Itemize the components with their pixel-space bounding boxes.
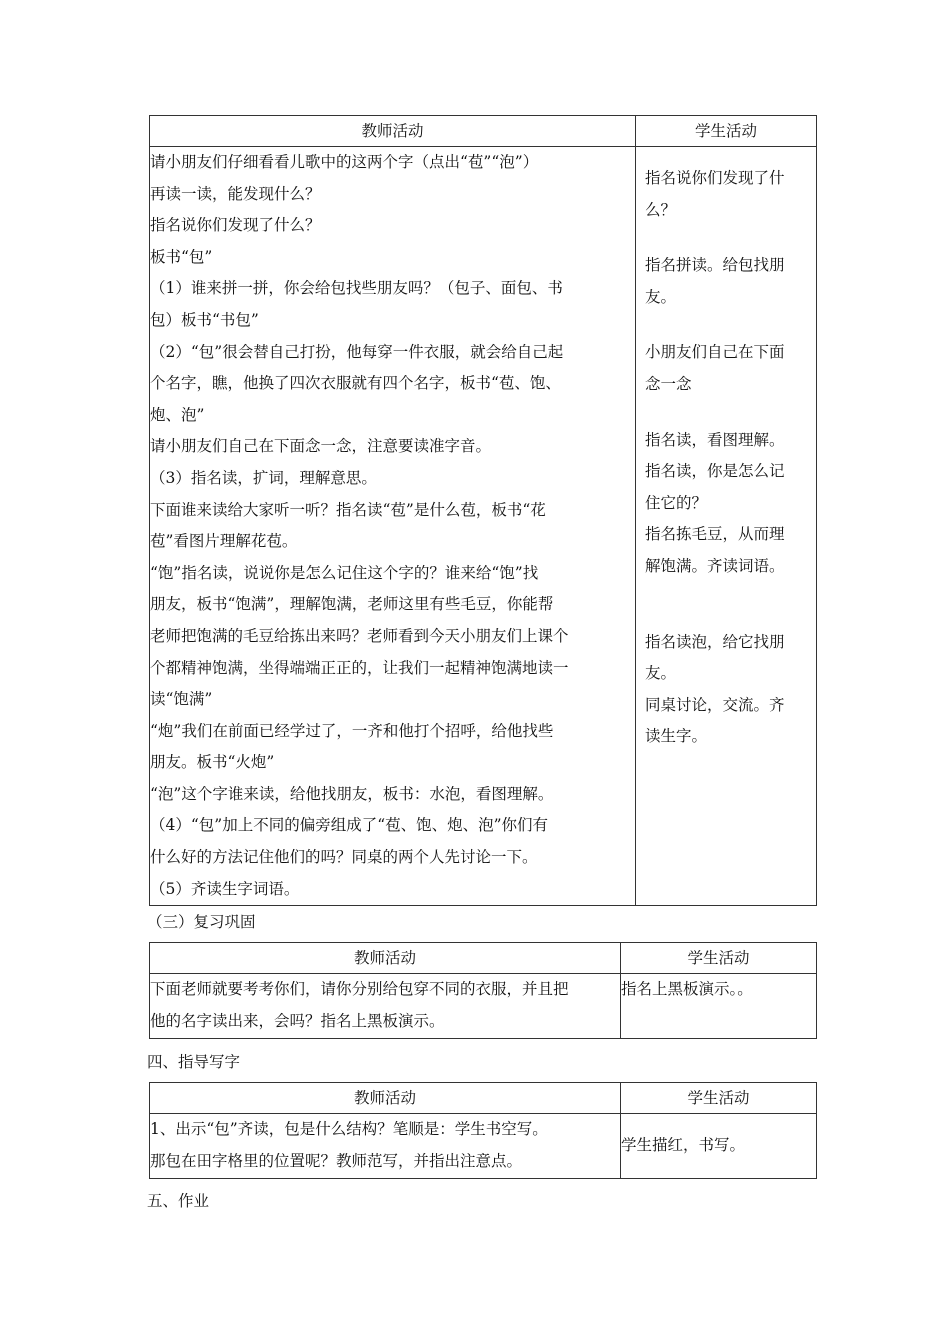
teacher-student-activity-table-3 (149, 1082, 817, 1179)
table-row (150, 1114, 817, 1179)
student-line: 指名说你们发现了什 (645, 169, 785, 187)
teacher-line: “饱”指名读，说说你是怎么记住这个字的？谁来给“饱”找 (150, 563, 539, 582)
teacher-line: 再读一读，能发现什么？ (150, 184, 321, 203)
teacher-line: （5）齐读生字词语。 (150, 879, 300, 898)
teacher-student-activity-table-1 (149, 115, 817, 906)
teacher-line: 那包在田字格里的位置呢？教师范写，并指出注意点。 (150, 1151, 523, 1170)
student-block (645, 627, 810, 753)
teacher-line: “炮”我们在前面已经学过了，一齐和他打个招呼，给他找些 (150, 721, 554, 740)
teacher-line: 个名字，瞧，他换了四次衣服就有四个名字，板书“苞、饱、 (150, 374, 561, 393)
student-line: 友。 (645, 664, 677, 683)
student-block (645, 250, 810, 313)
teacher-line: （4）“包”加上不同的偏旁组成了“苞、饱、炮、泡”你们有 (150, 816, 549, 835)
teacher-line: 他的名字读出来，会吗？指名上黑板演示。 (150, 1011, 445, 1030)
teacher-activity-cell (150, 1114, 621, 1179)
student-line: 读生字。 (645, 727, 708, 746)
teacher-student-activity-table-2 (149, 942, 817, 1039)
table-row (150, 974, 817, 1039)
student-line: 指名读，看图理解。 (645, 430, 785, 449)
student-line: 指名读泡，给它找朋 (645, 632, 785, 651)
student-line: 学生描红，书写。 (621, 1136, 746, 1155)
student-line: 念一念 (645, 374, 692, 393)
header-student-activity: 学生活动 (621, 943, 817, 974)
student-block (645, 163, 810, 226)
table-header-row (150, 1083, 817, 1114)
student-activity-cell (621, 1114, 817, 1179)
teacher-line: 请小朋友们自己在下面念一念，注意要读准字音。 (150, 437, 492, 456)
table-row (150, 147, 817, 906)
student-line: 解饱满。齐读词语。 (645, 556, 785, 575)
student-line: 指名读，你是怎么记 (645, 462, 785, 481)
teacher-line: 朋友，板书“饱满”，理解饱满，老师这里有些毛豆，你能帮 (150, 595, 554, 614)
section-heading-writing: 四、指导写字 (147, 1053, 241, 1071)
teacher-line: 板书“包” (150, 247, 213, 266)
student-block (645, 337, 810, 400)
teacher-line: 1、出示“包”齐读，包是什么结构？笔顺是：学生书空写。 (150, 1120, 548, 1138)
teacher-line: 炮、泡” (150, 405, 205, 424)
student-line: 么？ (645, 200, 677, 219)
header-teacher-activity: 教师活动 (150, 116, 636, 147)
student-line: 指名拼读。给包找朋 (645, 256, 785, 275)
header-teacher-activity: 教师活动 (150, 1083, 621, 1114)
student-block (645, 425, 810, 583)
student-activity-cell (636, 147, 817, 906)
teacher-line: 下面谁来读给大家听一听？指名读“苞”是什么苞，板书“花 (150, 500, 546, 519)
student-activity-cell (621, 974, 817, 1039)
section-heading-homework: 五、作业 (147, 1192, 210, 1210)
table-header-row (150, 943, 817, 974)
teacher-line: “泡”这个字谁来读，给他找朋友，板书：水泡，看图理解。 (150, 784, 554, 803)
teacher-activity-cell (150, 147, 636, 906)
student-line: 住它的？ (645, 493, 708, 512)
section-heading-review: （三）复习巩固 (147, 913, 256, 931)
teacher-line: 指名说你们发现了什么？ (150, 216, 321, 235)
header-student-activity: 学生活动 (621, 1083, 817, 1114)
teacher-line: 请小朋友们仔细看看儿歌中的这两个字（点出“苞”“泡”） (150, 153, 539, 171)
table-header-row (150, 116, 817, 147)
header-student-activity: 学生活动 (636, 116, 817, 147)
header-teacher-activity: 教师活动 (150, 943, 621, 974)
teacher-line: （3）指名读，扩词，理解意思。 (150, 468, 377, 487)
teacher-line: 老师把饱满的毛豆给拣出来吗？老师看到今天小朋友们上课个 (150, 626, 569, 645)
teacher-line: 苞”看图片理解花苞。 (150, 532, 298, 551)
student-line: 指名拣毛豆，从而理 (645, 525, 785, 544)
student-line: 指名上黑板演示。。 (621, 980, 753, 998)
teacher-line: 下面老师就要考考你们，请你分别给包穿不同的衣服，并且把 (150, 980, 569, 998)
student-line: 友。 (645, 287, 677, 306)
teacher-line: 个都精神饱满，坐得端端正正的，让我们一起精神饱满地读一 (150, 658, 569, 677)
teacher-activity-cell (150, 974, 621, 1039)
teacher-line: 什么好的方法记住他们的吗？同桌的两个人先讨论一下。 (150, 848, 538, 867)
student-line: 同桌讨论，交流。齐 (645, 695, 785, 714)
student-line: 小朋友们自己在下面 (645, 343, 785, 362)
teacher-line: 读“饱满” (150, 690, 213, 709)
teacher-line: （1）谁来拼一拼，你会给包找些朋友吗？（包子、面包、书 (150, 279, 563, 298)
teacher-line: （2）“包”很会替自己打扮，他每穿一件衣服，就会给自己起 (150, 342, 564, 361)
teacher-line: 朋友。板书“火炮” (150, 753, 275, 772)
teacher-line: 包）板书“书包” (150, 310, 259, 329)
